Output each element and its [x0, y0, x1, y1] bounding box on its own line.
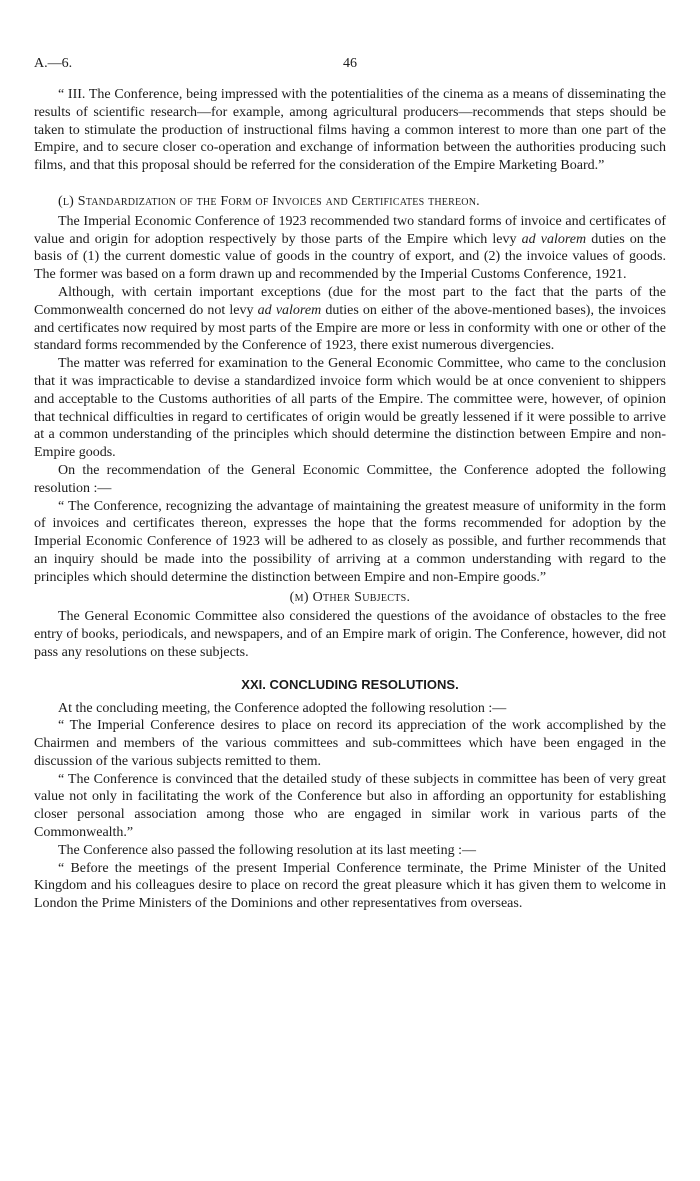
page-number: 46 [343, 56, 357, 71]
quoted-resolution: “ Before the meetings of the present Imperial Conference terminate, the Prime Minister of the United Kingdom and his colleagues desire to place on record the great pleasure which it has given them to welcome in London the Prime Ministers of the Dominions and other representatives from overseas. [34, 860, 666, 912]
paragraph: At the concluding meeting, the Conference adopted the following resolution :— [58, 700, 507, 716]
paragraph-resolution-iii: “ III. The Conference, being impressed with the potentialities of the cinema as a means of disseminating the results of scientific research—for example, among agricultural producers—recommends that steps should be taken to stimulate the production of instructional films having a common interest to more than one part of the Empire, and to secure closer co-operation and exchange of information between the authorities producing such films, and that this proposal should be referred for the consideration of the Empire Marketing Board.” [34, 87, 666, 174]
paragraph: The General Economic Committee also considered the questions of the avoidance of obstacles to the free entry of books, periodicals, and newspapers, and of an Empire mark of origin. The Conference, however, did not pass any resolutions on these subjects. [34, 609, 666, 660]
section-heading-l: (l) Standardization of the Form of Invoices and Certificates thereon. [58, 193, 480, 209]
document-reference: A.—6. [34, 56, 73, 71]
quoted-resolution: “ The Conference is convinced that the detailed study of these subjects in committee has been of very great value not only in facilitating the work of the Conference but also in affording an opportunity for establishing closer personal association among those who are engaged in similar work in various parts of the Commonwealth.” [34, 771, 666, 841]
document-body [34, 86, 666, 913]
paragraph: On the recommendation of the General Economic Committee, the Conference adopted the following resolution :— [34, 462, 666, 496]
paragraph: The Conference also passed the following resolution at its last meeting :— [58, 842, 476, 858]
paragraph: The Imperial Economic Conference of 1923 recommended two standard forms of invoice and certificates of value and origin for adoption respectively by those parts of the Empire which levy ad valorem duties on the basis of (1) the current domestic value of goods in the country of export, and (2) the invoice values of goods. The former was based on a form drawn up and recommended by the Imperial Customs Conference, 1921. [34, 213, 667, 283]
quoted-resolution: “ The Conference, recognizing the advantage of maintaining the greatest measure of uniformity in the form of invoices and certificates thereon, expresses the hope that the forms recommended for adoption by the Imperial Economic Conference of 1923 will be adhered to as closely as possible, and further recommends that an inquiry should be made into the possibility of arriving at a common understanding with regard to the principles which should determine the distinction between Empire and non-Empire goods.” [34, 498, 666, 585]
paragraph: Although, with certain important exceptions (due for the most part to the fact that the parts of the Commonwealth concerned do not levy ad valorem duties on either of the above-mentioned bases), the invoices and certificates now required by most parts of the Empire are more or less in conformity with one or other of the standard forms recommended by the Conference of 1923, there exist numerous divergencies. [34, 284, 666, 354]
paragraph: The matter was referred for examination to the General Economic Committee, who came to the conclusion that it was impracticable to devise a standardized invoice form which would be at once convenient to shippers and acceptable to the Customs authorities of all parts of the Empire. The committee were, however, of opinion that technical difficulties in regard to certificates of origin would be greatly lessened if it were possible to arrive at a common understanding of the principles which should determine the distinction between Empire and non-Empire goods. [34, 356, 666, 461]
section-heading-m: (m) Other Subjects. [289, 589, 411, 605]
page-header [34, 56, 666, 76]
quoted-resolution: “ The Imperial Conference desires to place on record its appreciation of the work accomplished by the Chairmen and members of the various committees and sub-committees which have been engaged in the discussion of the various subjects remitted to them. [34, 718, 666, 769]
chapter-heading: XXI. CONCLUDING RESOLUTIONS. [241, 676, 459, 692]
